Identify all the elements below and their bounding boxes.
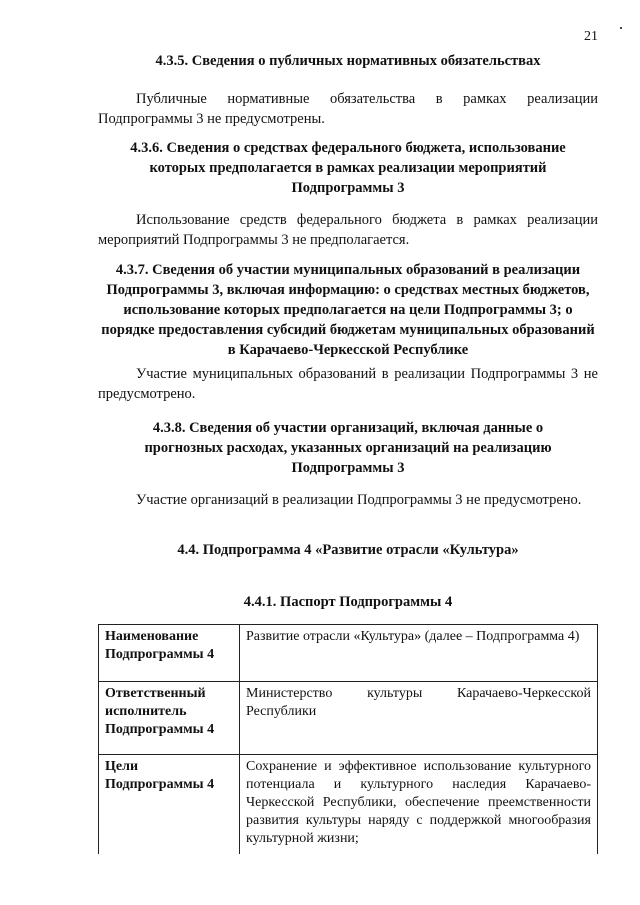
scan-speck — [620, 27, 622, 29]
table-row — [99, 625, 598, 682]
page-number: 21 — [584, 29, 598, 44]
section-body-4-3-6: Использование средств федерального бюджета в рамках реализации мероприятий Подпрограммы 3 не предполагается. — [98, 212, 598, 248]
row-label: Цели Подпрограммы 4 — [99, 755, 240, 855]
section-heading-4-3-7: 4.3.7. Сведения об участии муниципальных образований в реализации Подпрограммы 3, включая информацию: о средствах местных бюджетов, использование которых предполагается на цели Подпрограммы 3; о порядке предоставления субсидий бюджетам муниципальных образований в Карачаево-Черкесской Республике — [101, 262, 595, 358]
table-row — [99, 755, 598, 855]
section-body-4-3-7: Участие муниципальных образований в реализации Подпрограммы 3 не предусмотрено. — [98, 366, 598, 402]
passport-table — [98, 624, 598, 854]
table-row — [99, 682, 598, 755]
section-body-4-3-5: Публичные нормативные обязательства в рамках реализации Подпрограммы 3 не предусмотрены. — [98, 91, 598, 127]
section-heading-4-3-5: 4.3.5. Сведения о публичных нормативных обязательствах — [155, 53, 541, 69]
row-value: Развитие отрасли «Культура» (далее – Подпрограмма 4) — [240, 625, 598, 682]
subprogram-4-heading: 4.4. Подпрограмма 4 «Развитие отрасли «Культура» — [177, 542, 519, 558]
section-body-4-3-8: Участие организаций в реализации Подпрограммы 3 не предусмотрено. — [136, 492, 582, 508]
passport-heading: 4.4.1. Паспорт Подпрограммы 4 — [243, 594, 453, 610]
row-value: Министерство культуры Карачаево-Черкесской Республики — [240, 682, 598, 755]
row-label: Ответственный исполнитель Подпрограммы 4 — [99, 682, 240, 755]
section-heading-4-3-6: 4.3.6. Сведения о средствах федерального бюджета, использование которых предполагается в рамках реализации мероприятий Подпрограммы 3 — [130, 140, 566, 196]
section-heading-4-3-8: 4.3.8. Сведения об участии организаций, включая данные о прогнозных расходах, указанных организаций на реализацию Подпрограммы 3 — [144, 420, 552, 476]
row-label: Наименование Подпрограммы 4 — [99, 625, 240, 682]
row-value: Сохранение и эффективное использование культурного потенциала и культурного наследия Карачаево-Черкесской Республики, обеспечение преемственности развития культуры наряду с поддержкой многообразия культурной жизни; — [240, 755, 598, 855]
